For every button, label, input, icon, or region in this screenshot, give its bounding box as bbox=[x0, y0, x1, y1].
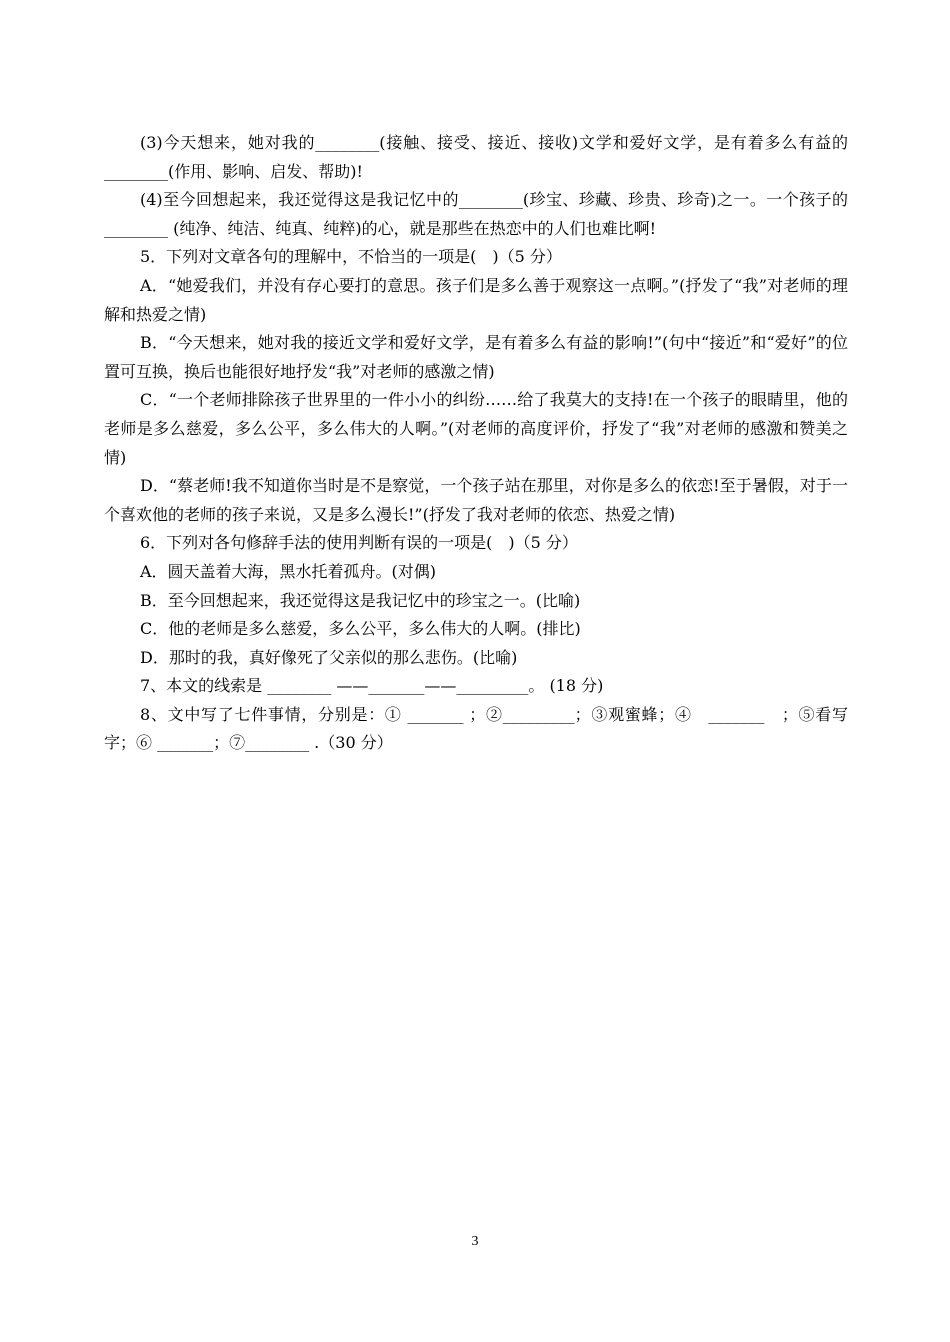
question-6-option-b: B．至今回想起来，我还觉得这是我记忆中的珍宝之一。(比喻) bbox=[140, 590, 581, 610]
question-text-body bbox=[104, 129, 848, 758]
question-7: 7、本文的线索是 ________ ——_______——_________。 (18 分) bbox=[140, 676, 604, 696]
question-6-option-c: C．他的老师是多么慈爱，多么公平，多么伟大的人啊。(排比) bbox=[140, 619, 581, 639]
question-5-option-d: D．“蔡老师!我不知道你当时是不是察觉，一个孩子站在那里，对你是多么的依恋!至于暑假，对于一个喜欢他的老师的孩子来说，又是多么漫长!”(抒发了我对老师的依恋、热爱之情) bbox=[104, 476, 848, 524]
question-4-item-3: (3)今天想来，她对我的________(接触、接受、接近、接收)文学和爱好文学，是有着多么有益的________(作用、影响、启发、帮助)! bbox=[104, 133, 848, 181]
question-5-option-c: C．“一个老师排除孩子世界里的一件小小的纠纷……给了我莫大的支持!在一个孩子的眼睛里，他的老师是多么慈爱，多么公平，多么伟大的人啊。”(对老师的高度评价，抒发了“我”对老师的感激和赞美之情) bbox=[104, 390, 848, 467]
question-5-stem: 5．下列对文章各句的理解中，不恰当的一项是( )（5 分） bbox=[140, 247, 562, 267]
question-6-option-a: A．圆天盖着大海，黑水托着孤舟。(对偶) bbox=[140, 561, 437, 581]
question-4-item-4: (4)至今回想起来，我还觉得这是我记忆中的________(珍宝、珍藏、珍贵、珍奇)之一。一个孩子的________ (纯净、纯洁、纯真、纯粹)的心，就是那些在热恋中的人们也难比啊! bbox=[104, 190, 848, 238]
question-6-option-d: D．那时的我，真好像死了父亲似的那么悲伤。(比喻) bbox=[140, 647, 518, 667]
page-number: 3 bbox=[471, 1234, 479, 1249]
question-8: 8、文中写了七件事情，分别是：① _______ ；②_________；③观蜜蜂；④ _______ ；⑤看写字；⑥ _______；⑦________ .（30 分） bbox=[104, 704, 848, 753]
question-6-stem: 6．下列对各句修辞手法的使用判断有误的一项是( )（5 分） bbox=[140, 533, 578, 553]
question-5-option-a: A．“她爱我们，并没有存心要打的意思。孩子们是多么善于观察这一点啊。”(抒发了“我”对老师的理解和热爱之情) bbox=[104, 275, 848, 324]
question-5-option-b: B．“今天想来，她对我的接近文学和爱好文学，是有着多么有益的影响!”(句中“接近”和“爱好”的位置可互换，换后也能很好地抒发“我”对老师的感激之情) bbox=[104, 333, 848, 381]
